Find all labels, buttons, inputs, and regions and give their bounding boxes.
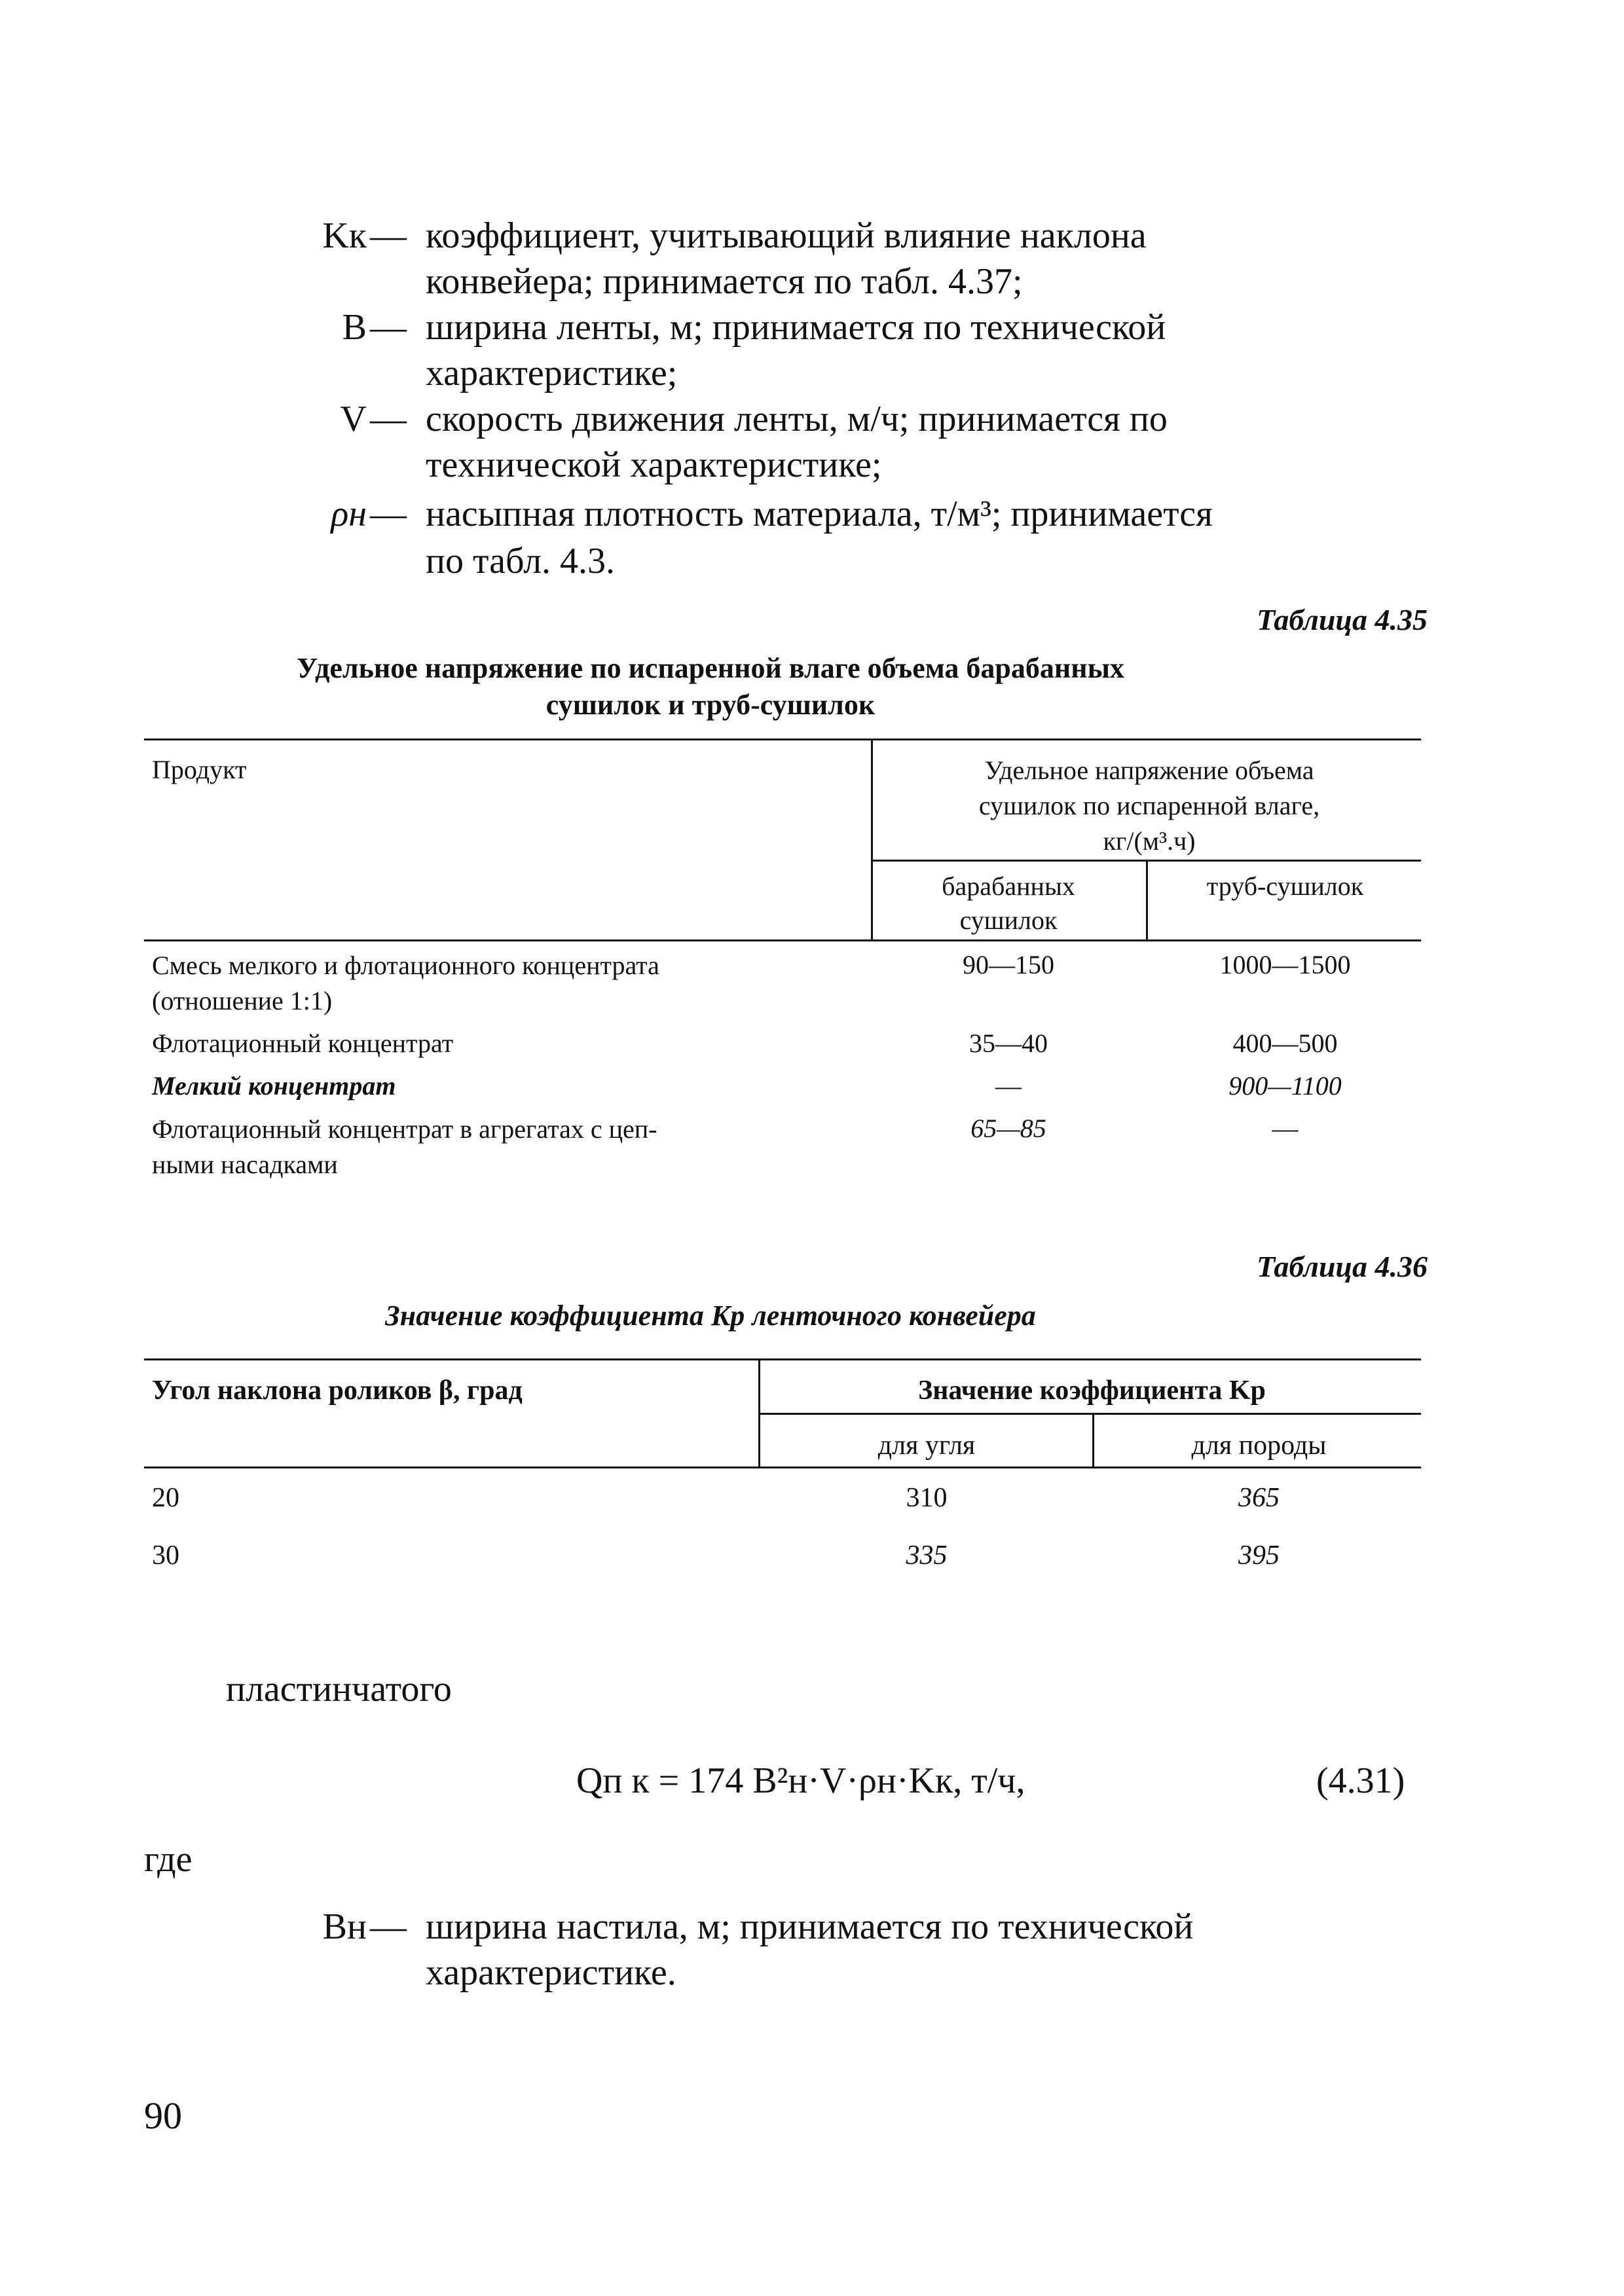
- header-angle: Угол наклона роликов β, град: [152, 1376, 523, 1406]
- def-line: ширина ленты, м; принимается по технической: [426, 307, 1166, 348]
- table-title: Значение коэффициента Kр ленточного конвейера: [385, 1300, 1036, 1332]
- cell-product-line: Смесь мелкого и флотационного концентрата: [152, 951, 659, 980]
- header-drum-line: сушилок: [959, 905, 1058, 935]
- table-rule: [758, 1413, 1421, 1415]
- header-product: Продукт: [152, 755, 247, 784]
- def-dash: —: [370, 399, 407, 439]
- table-label: Таблица 4.35: [1256, 603, 1428, 636]
- def-line: по табл. 4.3.: [426, 541, 616, 581]
- cell-drum: 35—40: [969, 1029, 1048, 1058]
- def-dash: —: [370, 307, 407, 348]
- cell-coal: 335: [906, 1540, 948, 1571]
- header-group-line: кг/(м³.ч): [1103, 826, 1196, 856]
- table-title-line: Удельное напряжение по испаренной влаге объема барабанных: [297, 652, 1124, 684]
- table-title: [144, 650, 1277, 723]
- cell-tube: 1000—1500: [1219, 950, 1351, 979]
- table-rule: [144, 939, 1421, 941]
- def-line: характеристике;: [426, 353, 678, 393]
- page-number: 90: [144, 2094, 182, 2137]
- cell-drum: 65—85: [970, 1114, 1046, 1143]
- cell-rock: 365: [1238, 1483, 1280, 1513]
- cell-drum: —: [995, 1071, 1022, 1101]
- table-rule: [144, 1358, 1421, 1360]
- def-symbol: V: [340, 399, 367, 439]
- cell-product-line: Флотационный концентрат в агрегатах с цеп-: [152, 1114, 657, 1144]
- table-rule: [871, 738, 873, 941]
- cell-product-line: ными насадками: [152, 1150, 338, 1179]
- cell-coal: 310: [906, 1483, 948, 1513]
- table-rule: [1092, 1413, 1094, 1468]
- cell-product: Мелкий концентрат: [152, 1071, 396, 1101]
- def-dash: —: [370, 215, 407, 256]
- def-symbol: ρн: [331, 494, 367, 534]
- header-drum-line: барабанных: [942, 871, 1075, 901]
- def-line: коэффициент, учитывающий влияние наклона: [426, 215, 1147, 256]
- cell-product-line: (отношение 1:1): [152, 986, 333, 1015]
- table-rule: [144, 1467, 1421, 1468]
- cell-product: [152, 1112, 657, 1182]
- cell-tube: 900—1100: [1228, 1071, 1342, 1101]
- def-line: скорость движения ленты, м/ч; принимается по: [426, 399, 1168, 439]
- cell-angle: 30: [152, 1540, 179, 1571]
- cell-rock: 395: [1238, 1540, 1280, 1571]
- header-coal: для угля: [877, 1430, 976, 1461]
- section-heading: пластинчатого: [226, 1669, 452, 1709]
- def-line: насыпная плотность материала, т/м³; принимается: [426, 494, 1213, 534]
- cell-product: [152, 948, 659, 1019]
- header-group: Значение коэффициента Kр: [918, 1376, 1266, 1406]
- cell-drum: 90—150: [963, 950, 1054, 979]
- header-drum: [874, 869, 1143, 938]
- def-dash: —: [370, 494, 407, 534]
- table-rule: [144, 738, 1421, 740]
- def-line: конвейера; принимается по табл. 4.37;: [426, 261, 1023, 302]
- cell-angle: 20: [152, 1483, 179, 1513]
- def-symbol: Bн: [322, 1906, 367, 1947]
- table-title-line: сушилок и труб-сушилок: [545, 689, 876, 721]
- header-tube: труб-сушилок: [1206, 871, 1364, 901]
- formula-number: (4.31): [1316, 1760, 1405, 1801]
- header-group-line: Удельное напряжение объема: [984, 756, 1314, 785]
- cell-product: Флотационный концентрат: [152, 1029, 454, 1058]
- def-line: характеристике.: [426, 1952, 676, 1993]
- def-symbol: B: [342, 307, 367, 348]
- def-line: ширина настила, м; принимается по технической: [426, 1906, 1194, 1947]
- def-dash: —: [370, 1906, 407, 1947]
- formula: Qп к = 174 B²н·V·ρн·Kк, т/ч,: [576, 1760, 1025, 1801]
- header-group: [877, 753, 1421, 859]
- where-label: где: [144, 1839, 193, 1880]
- table-label: Таблица 4.36: [1256, 1250, 1428, 1283]
- def-line: технической характеристике;: [426, 445, 882, 485]
- cell-tube: —: [1272, 1114, 1299, 1143]
- table-rule: [1146, 860, 1148, 941]
- cell-tube: 400—500: [1232, 1029, 1338, 1058]
- header-group-line: сушилок по испаренной влаге,: [978, 791, 1320, 820]
- def-symbol: Kк: [322, 215, 367, 256]
- header-rock: для породы: [1191, 1430, 1327, 1461]
